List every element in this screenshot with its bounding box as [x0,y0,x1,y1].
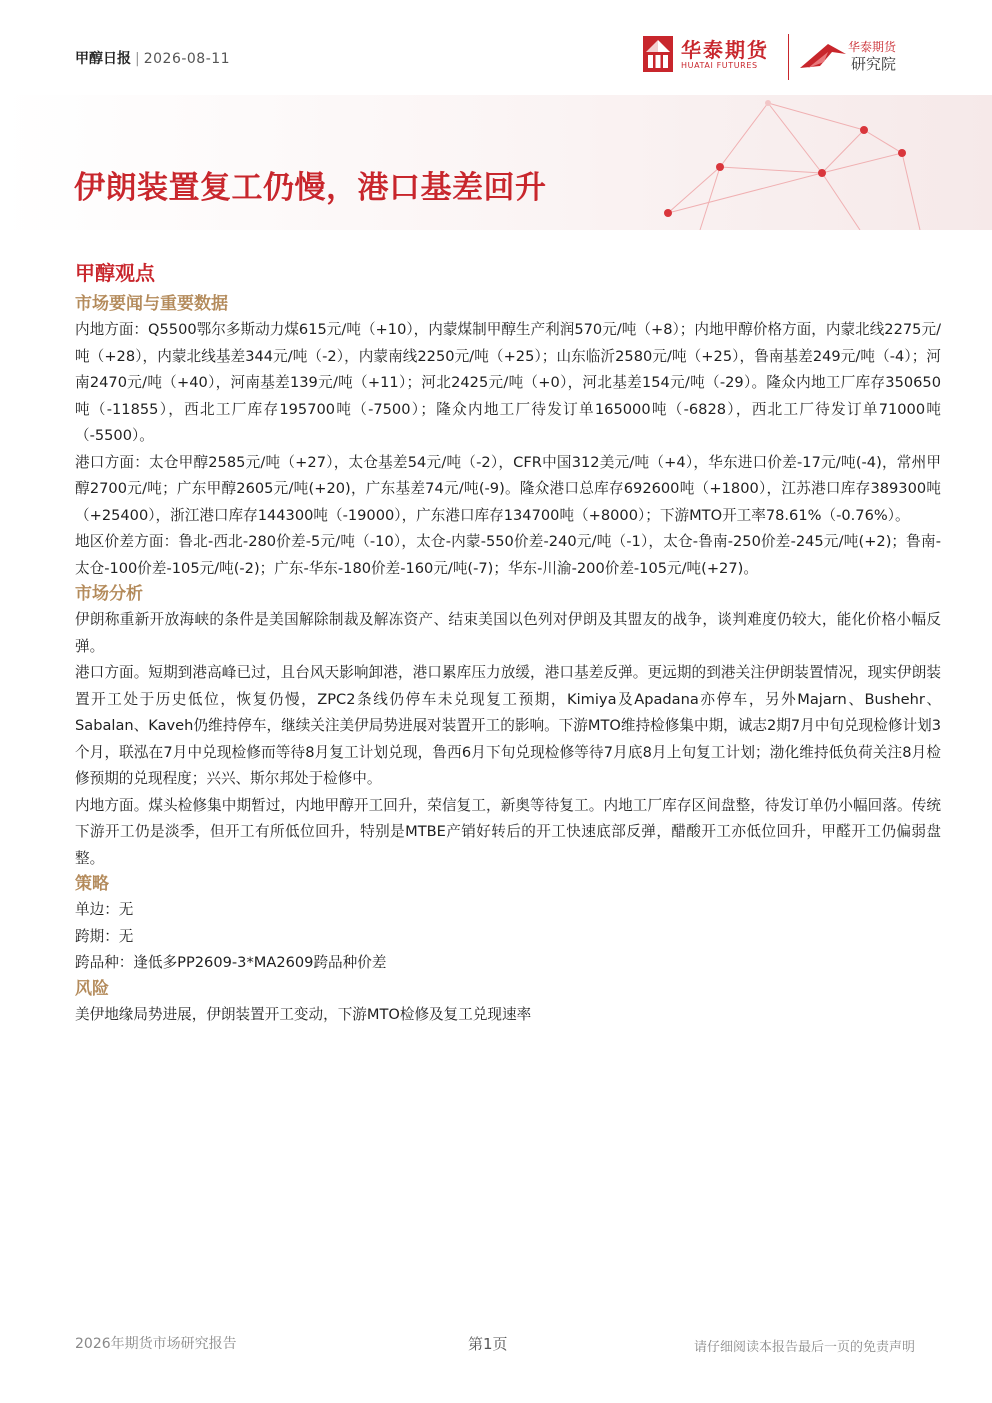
analysis-heading: 市场分析 [75,584,143,604]
analysis-paragraph-1: 伊朗称重新开放海峡的条件是美国解除制裁及解冻资产、结束美国以色列对伊朗及其盟友的战争，谈判难度仍较大，能化价格小幅反弹。 [75,611,941,655]
analysis-paragraph-3: 内地方面。煤头检修集中期暂过，内地甲醇开工回升，荣信复工，新奥等待复工。内地工厂库存区间盘整，待发订单仍小幅回落。传统下游开工仍是淡季，但开工有所低位回升，特别是MTBE产销好转后的开工快速底部反弹，醋酸开工亦低位回升，甲醛开工仍偏弱盘整。 [75,796,941,867]
risk-heading: 风险 [75,978,109,999]
doc-type: 甲醇日报 [75,51,131,67]
report-title: 伊朗装置复工仍慢，港口基差回升 [74,170,547,206]
strategy-single: 单边：无 [75,901,134,918]
strategy-heading: 策略 [75,874,109,894]
strategy-spread: 跨期：无 [75,927,134,945]
regional-spread-paragraph: 地区价差方面：鲁北-西北-280价差-5元/吨（-10），太仓-内蒙-550价差-240元/吨（-1），太仓-鲁南-250价差-245元/吨(+2)；鲁南-太仓-100价差-105元/吨(-2)；广东-华东-180价差-160元/吨(-7)；华东-川渝-200价差-105元/吨(+27)。 [75,533,941,577]
logo-divider [788,34,789,80]
market-news-heading: 市场要闻与重要数据 [75,294,228,314]
header-separator: | [135,51,140,67]
risk-text: 美伊地缘局势进展，伊朗装置开工变动，下游MTO检修及复工兑现速率 [75,1005,532,1023]
huatai-logo [643,36,769,72]
institute-bottom-text: 研究院 [851,55,897,73]
analysis-paragraph-2: 港口方面。短期到港高峰已过，且台风天影响卸港，港口累库压力放缓，港口基差反弹。更远期的到港关注伊朗装置情况，现实伊朗装置开工处于历史低位，恢复仍慢，ZPC2条线仍停车未兑现复工预期，Kimiya及Apadana亦停车，另外Majarn、Bushehr、Sabalan、Kaveh仍维持停车，继续关注美伊局势进展对装置开工的影响。下游MTO维持检修集中期，诚志2期7月中旬兑现检修计划3个月，联泓在7月中兑现检修而等待8月复工计划兑现，鲁西6月下旬兑现检修等待7月底8月上旬复工计划；渤化维持低负荷关注8月检修预期的兑现程度；兴兴、斯尔邦处于检修中。 [75,664,941,787]
strategy-cross: 跨品种：逢低多PP2609-3*MA2609跨品种价差 [75,954,387,971]
report-body [75,258,941,1028]
port-paragraph: 港口方面：太仓甲醇2585元/吨（+27），太仓基差54元/吨（-2），CFR中国312美元/吨（+4），华东进口价差-17元/吨(-4)，常州甲醇2700元/吨；广东甲醇2605元/吨(+20)，广东基差74元/吨(-9)。隆众港口总库存692600吨（+1800），江苏港口库存389300吨（+25400），浙江港口库存144300吨（-19000），广东港口库存134700吨（+8000）；下游MTO开工率78.61%（-0.76%）。 [75,453,941,524]
doc-date: 2026-08-11 [143,51,231,67]
section-heading: 甲醇观点 [75,261,155,285]
logo-en-text: HUATAI FUTURES [681,60,758,70]
footer-disclaimer-note: 请仔细阅读本报告最后一页的免责声明 [693,1340,915,1355]
inland-paragraph: 内地方面：Q5500鄂尔多斯动力煤615元/吨（+10），内蒙煤制甲醇生产利润570元/吨（+8）；内地甲醇价格方面，内蒙北线2275元/吨（+28），内蒙北线基差344元/吨（-2），内蒙南线2250元/吨（+25）；山东临沂2580元/吨（+25），鲁南基差249元/吨（-4）；河南2470元/吨（+40），河南基差139元/吨（+11）；河北2425元/吨（+0），河北基差154元/吨（-29）。隆众内地工厂库存350650吨（-11855），西北工厂库存195700吨（-7500）；隆众内地工厂待发订单165000吨（-6828），西北工厂待发订单71000吨（-5500）。 [75,321,941,444]
huatai-emblem-icon [643,36,673,72]
footer-report-name: 2026年期货市场研究报告 [75,1336,237,1352]
report-header [75,48,230,68]
page-number: 第1页 [468,1335,508,1353]
institute-bird-icon [798,38,848,74]
logo-cn-text: 华泰期货 [681,37,769,62]
research-institute-logo [798,38,896,74]
institute-top-text: 华泰期货 [848,40,897,54]
